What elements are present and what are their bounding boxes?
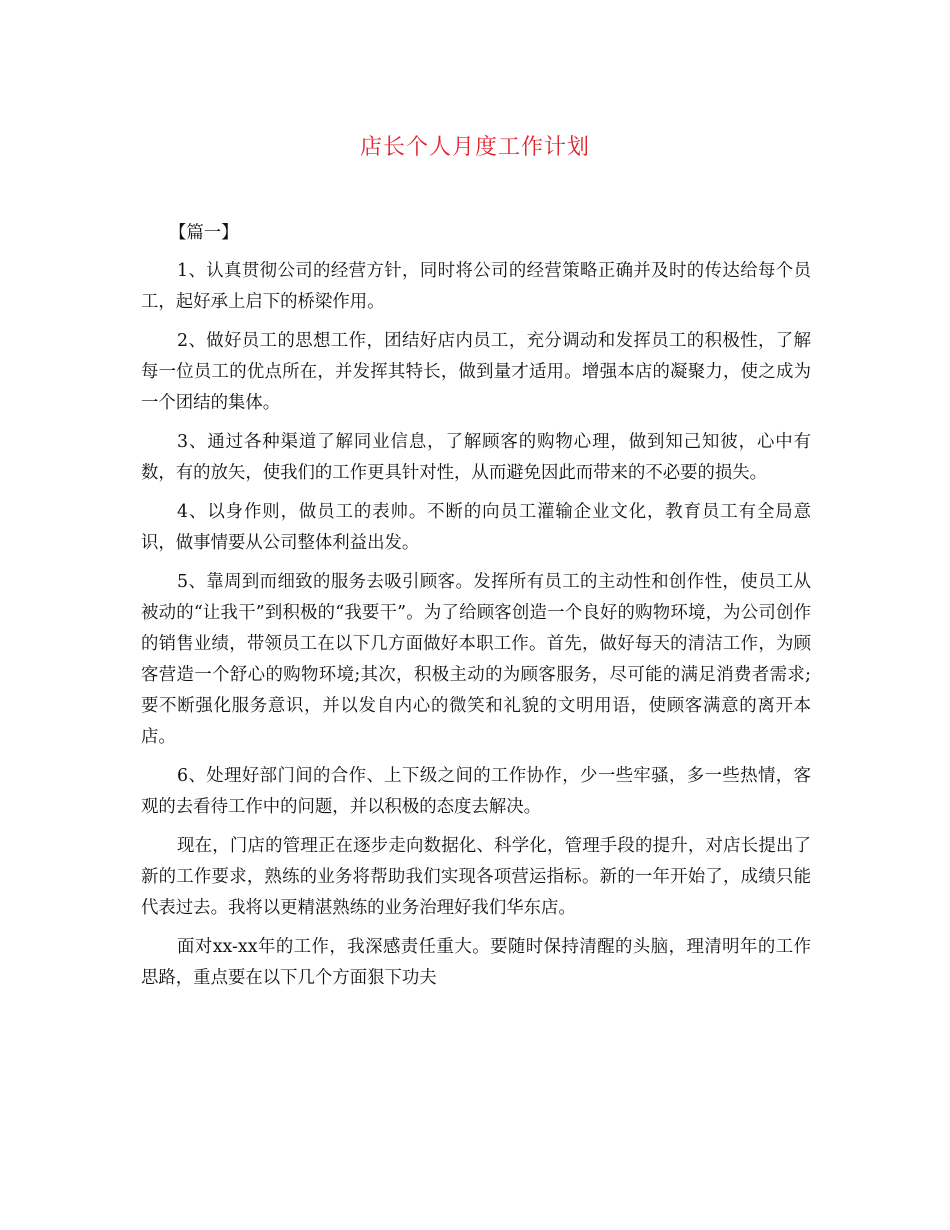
document-body (141, 218, 811, 1002)
paragraph-8: 面对xx-xx年的工作，我深感责任重大。要随时保持清醒的头脑，理清明年的工作思路，重点要在以下几个方面狠下功夫 (141, 937, 811, 988)
paragraph-4: 4、以身作则，做员工的表帅。不断的向员工灌输企业文化，教育员工有全局意识，做事情要从公司整体利益出发。 (141, 502, 811, 553)
document-title: 店长个人月度工作计划 (359, 135, 590, 160)
paragraph-3: 3、通过各种渠道了解同业信息，了解顾客的购物心理，做到知己知彼，心中有数，有的放矢，使我们的工作更具针对性，从而避免因此而带来的不必要的损失。 (141, 432, 811, 483)
paragraph-7: 现在，门店的管理正在逐步走向数据化、科学化，管理手段的提升，对店长提出了新的工作要求，熟练的业务将帮助我们实现各项营运指标。新的一年开始了，成绩只能代表过去。我将以更精湛熟练的业务治理好我们华东店。 (141, 836, 811, 918)
paragraph-6: 6、处理好部门间的合作、上下级之间的工作协作，少一些牢骚，多一些热情，客观的去看待工作中的问题，并以积极的态度去解决。 (141, 766, 811, 817)
paragraph-5: 5、靠周到而细致的服务去吸引顾客。发挥所有员工的主动性和创作性，使员工从被动的“让我干”到积极的“我要干”。为了给顾客创造一个良好的购物环境，为公司创作的销售业绩，带领员工在以下几方面做好本职工作。首先，做好每天的清洁工作，为顾客营造一个舒心的购物环境;其次，积极主动的为顾客服务，尽可能的满足消费者需求;要不断强化服务意识，并以发自内心的微笑和礼貌的文明用语，使顾客满意的离开本店。 (141, 572, 811, 747)
section-label: 【篇一】 (169, 223, 239, 243)
paragraph-2: 2、做好员工的思想工作，团结好店内员工，充分调动和发挥员工的积极性，了解每一位员工的优点所在，并发挥其特长，做到量才适用。增强本店的凝聚力，使之成为一个团结的集体。 (141, 331, 811, 413)
paragraph-1: 1、认真贯彻公司的经营方针，同时将公司的经营策略正确并及时的传达给每个员工，起好承上启下的桥梁作用。 (141, 261, 811, 312)
